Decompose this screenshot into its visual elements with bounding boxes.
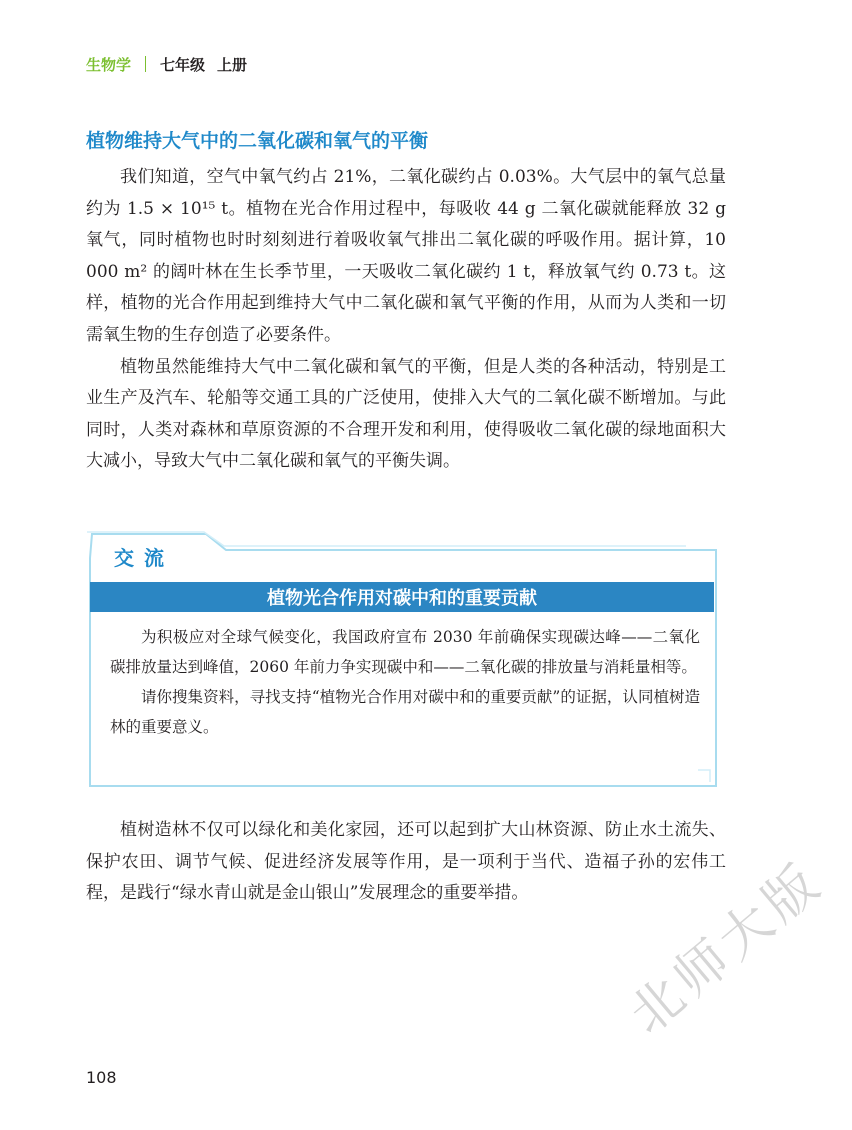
- header-divider: [145, 56, 146, 72]
- grade-label: 七年级: [160, 55, 206, 74]
- closing-paragraph: 植树造林不仅可以绿化和美化家园，还可以起到扩大山林资源、防止水土流失、保护农田、调节气候、促进经济发展等作用，是一项利于当代、造福子孙的宏伟工程，是践行“绿水青山就是金山银山”发展理念的重要举措。: [86, 820, 726, 904]
- exchange-paragraph-1: 为积极应对全球气候变化，我国政府宣布 2030 年前确保实现碳达峰——二氧化碳排放量达到峰值，2060 年前力争实现碳中和——二氧化碳的排放量与消耗量相等。: [110, 628, 700, 676]
- volume-label: 上册: [217, 55, 248, 74]
- exchange-label: 交流: [114, 546, 174, 570]
- section-body: [86, 162, 726, 478]
- exchange-box: [86, 530, 718, 788]
- exchange-title: 植物光合作用对碳中和的重要贡献: [90, 582, 714, 612]
- page-number: 108: [86, 1068, 117, 1087]
- publisher-watermark: 北师大版: [618, 850, 835, 1046]
- body-paragraph-1: 我们知道，空气中氧气约占 21%，二氧化碳约占 0.03%。大气层中的氧气总量约为 1.5 × 10¹⁵ t。植物在光合作用过程中，每吸收 44 g 二氧化碳就能释放 32 g 氧气，同时植物也时时刻刻进行着吸收氧气排出二氧化碳的呼吸作用。据计算，10 000 m² 的阔叶林在生长季节里，一天吸收二氧化碳约 1 t，释放氧气约 0.73 t。这样，植物的光合作用起到维持大气中二氧化碳和氧气平衡的作用，从而为人类和一切需氧生物的生存创造了必要条件。: [86, 167, 726, 345]
- running-header: [86, 50, 247, 78]
- closing-body: [86, 815, 726, 910]
- body-paragraph-2: 植物虽然能维持大气中二氧化碳和氧气的平衡，但是人类的各种活动，特别是工业生产及汽车、轮船等交通工具的广泛使用，使排入大气的二氧化碳不断增加。与此同时，人类对森林和草原资源的不合理开发和利用，使得吸收二氧化碳的绿地面积大大减小，导致大气中二氧化碳和氧气的平衡失调。: [86, 356, 726, 472]
- exchange-body: [110, 622, 700, 742]
- section-title: 植物维持大气中的二氧化碳和氧气的平衡: [86, 130, 429, 152]
- exchange-paragraph-2: 请你搜集资料，寻找支持“植物光合作用对碳中和的重要贡献”的证据，认同植树造林的重要意义。: [110, 688, 700, 736]
- subject-label: 生物学: [86, 55, 132, 74]
